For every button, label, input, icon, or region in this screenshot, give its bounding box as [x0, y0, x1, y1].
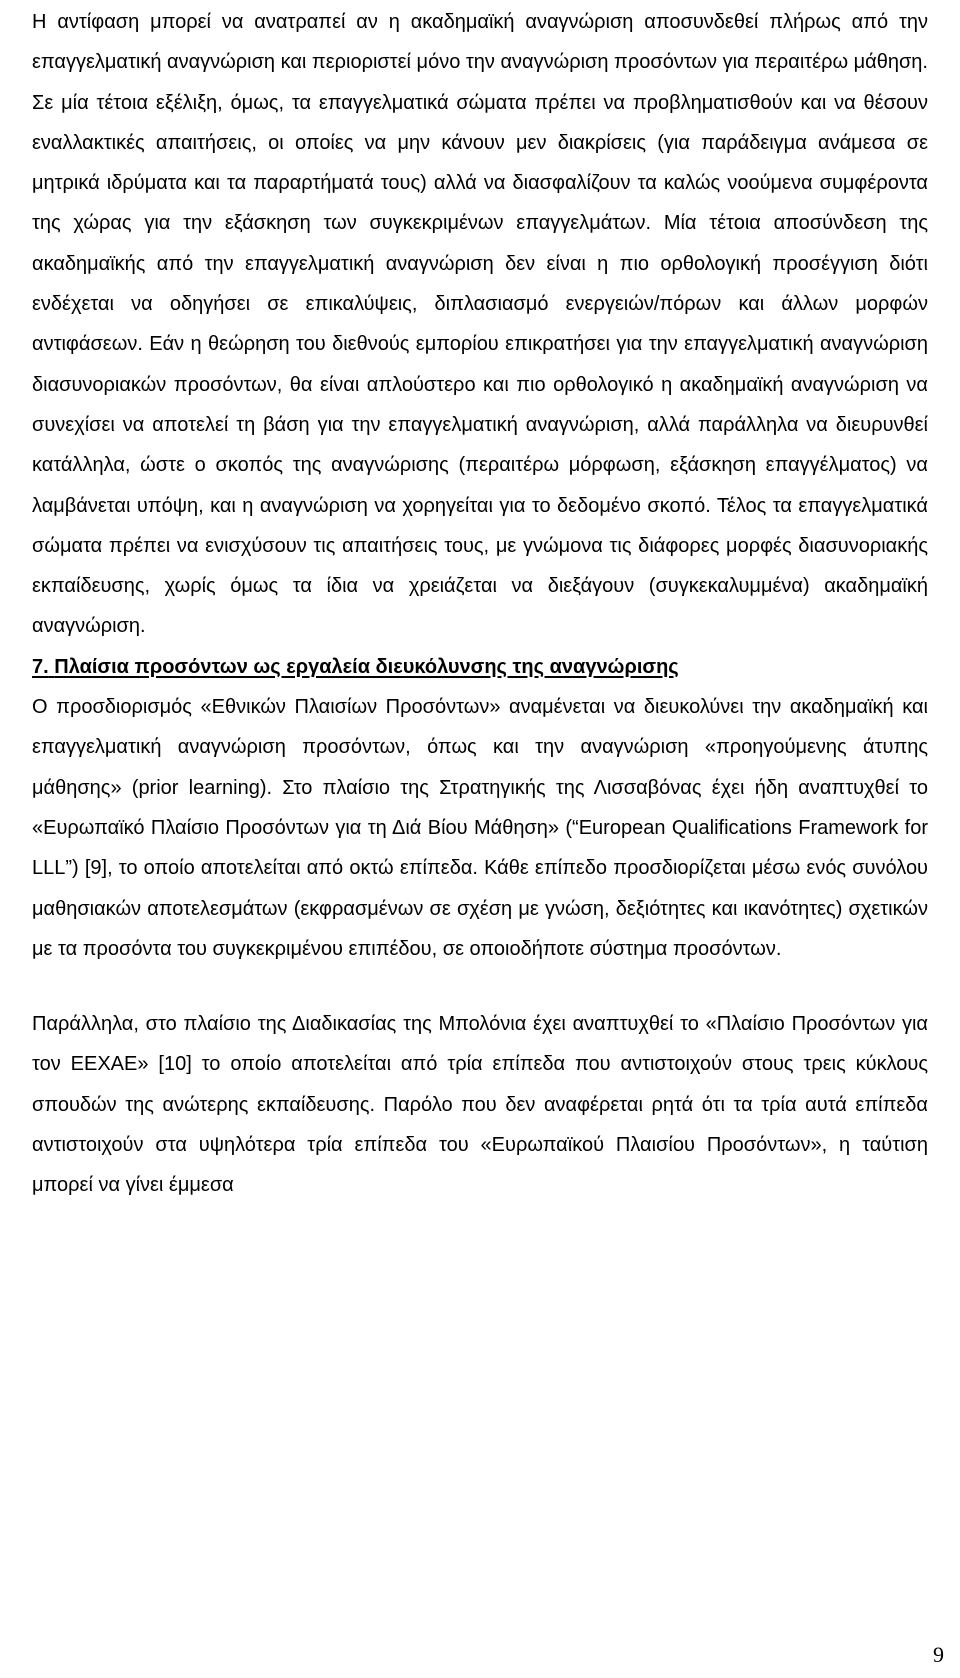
body-paragraph: Παράλληλα, στο πλαίσιο της Διαδικασίας της Μπολόνια έχει αναπτυχθεί το «Πλαίσιο Προσόντων για τον ΕΕΧΑΕ» [10] το οποίο αποτελείται από τρία επίπεδα που αντιστοιχούν στους τρεις κύκλους σπουδών της ανώτερης εκπαίδευσης. Παρόλο που δεν αναφέρεται ρητά ότι τα τρία αυτά επίπεδα αντιστοιχούν στα υψηλότερα τρία επίπεδα του «Ευρωπαϊκού Πλαισίου Προσόντων», η ταύτιση μπορεί να γίνει έμμεσα [32, 1013, 928, 1197]
body-paragraph: Η αντίφαση μπορεί να ανατραπεί αν η ακαδημαϊκή αναγνώριση αποσυνδεθεί πλήρως από την επαγγελματική αναγνώριση και περιοριστεί μόνο την αναγνώριση προσόντων για περαιτέρω μάθηση. Σε μία τέτοια εξέλιξη, όμως, τα επαγγελματικά σώματα πρέπει να προβληματισθούν και να θέσουν εναλλακτικές απαιτήσεις, οι οποίες να μην κάνουν μεν διακρίσεις (για παράδειγμα ανάμεσα σε μητρικά ιδρύματα και τα παραρτήματά τους) αλλά να διασφαλίζουν τα καλώς νοούμενα συμφέροντα της χώρας για την εξάσκηση των συγκεκριμένων επαγγελμάτων. Μία τέτοια αποσύνδεση της ακαδημαϊκής από την επαγγελματική αναγνώριση δεν είναι η πιο ορθολογική προσέγγιση διότι ενδέχεται να οδηγήσει σε επικαλύψεις, διπλασιασμό ενεργειών/πόρων και άλλων μορφών αντιφάσεων. Εάν η θεώρηση του διεθνούς εμπορίου επικρατήσει για την επαγγελματική αναγνώριση διασυνοριακών προσόντων, θα είναι απλούστερο και πιο ορθολογικό η ακαδημαϊκή αναγνώριση να συνεχίσει να αποτελεί τη βάση για την επαγγελματική αναγνώριση, αλλά παράλληλα να διευρυνθεί κατάλληλα, ώστε ο σκοπός της αναγνώρισης (περαιτέρω μόρφωση, εξάσκηση επαγγέλματος) να λαμβάνεται υπόψη, και η αναγνώριση να χορηγείται για το δεδομένο σκοπό. Τέλος τα επαγγελματικά σώματα πρέπει να ενισχύσουν τις απαιτήσεις τους, με γνώμονα τις διάφορες μορφές διασυνοριακής εκπαίδευσης, χωρίς όμως τα ίδια να χρειάζεται να διεξάγουν (συγκεκαλυμμένα) ακαδημαϊκή αναγνώριση. [32, 11, 928, 638]
section-heading [32, 647, 928, 687]
page-body [32, 2, 928, 1206]
section-number: 7. [32, 655, 49, 678]
body-paragraph: Ο προσδιορισμός «Εθνικών Πλαισίων Προσόντων» αναμένεται να διευκολύνει την ακαδημαϊκή και επαγγελματική αναγνώριση προσόντων, όπως και την αναγνώριση «προηγούμενης άτυπης μάθησης» (prior learning). Στο πλαίσιο της Στρατηγικής της Λισσαβόνας έχει ήδη αναπτυχθεί το «Ευρωπαϊκό Πλαίσιο Προσόντων για τη Διά Βίου Μάθηση» (“European Qualifications Framework for LLL”) [9], το οποίο αποτελείται από οκτώ επίπεδα. Κάθε επίπεδο προσδιορίζεται μέσω ενός συνόλου μαθησιακών αποτελεσμάτων (εκφρασμένων σε σχέση με γνώση, δεξιότητες και ικανότητες) σχετικών με τα προσόντα του συγκεκριμένου επιπέδου, σε οποιοδήποτε σύστημα προσόντων. [32, 696, 928, 960]
section-title: Πλαίσια προσόντων ως εργαλεία διευκόλυνσης της αναγνώρισης [54, 655, 679, 678]
page-number: 9 [933, 1642, 944, 1667]
